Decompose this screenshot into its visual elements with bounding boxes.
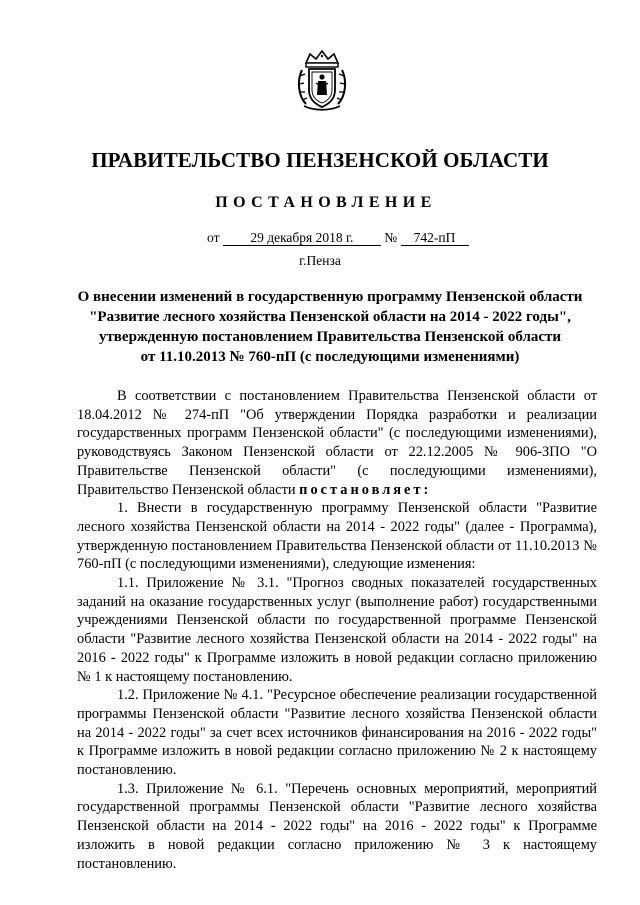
item-1-1-paragraph: 1.1. Приложение № 3.1. "Прогноз сводных показателей государственных заданий на оказание государственных услуг (выполнение работ) государственными учреждениями Пензенской области по государственной программе Пензенской области "Развитие лесного хозяйства Пензенской области на 2014 - 2022 годы" на 2016 - 2022 годы" к Программе изложить в новой редакции согласно приложению № 1 к настоящему постановлению. (77, 575, 597, 685)
item-1-paragraph: 1. Внести в государственную программу Пензенской области "Развитие лесного хозяйства Пензенской области на 2014 - 2022 годы" (далее - Программа), утвержденную постановлением Правительства Пензенской области от 11.10.2013 № 760-пП (с последующими изменениями), следующие изменения: (77, 500, 597, 573)
subject-line: "Развитие лесного хозяйства Пензенской области на 2014 - 2022 годы", (89, 309, 571, 325)
government-title: ПРАВИТЕЛЬСТВО ПЕНЗЕНСКОЙ ОБЛАСТИ (91, 148, 549, 172)
document-date: 29 декабря 2018 г. (223, 230, 381, 246)
city: г.Пенза (299, 253, 341, 268)
item-1-2-paragraph: 1.2. Приложение № 4.1. "Ресурсное обеспечение реализации государственной программы Пензенской области "Развитие лесного хозяйства Пензенской области на 2014 - 2022 годы" за счет всех источников финансирования на 2016 - 2022 годы" к Программе изложить в новой редакции согласно приложению № 2 к настоящему постановлению. (77, 687, 597, 779)
date-number-line (207, 230, 469, 246)
preamble-text: В соответствии с постановлением Правительства Пензенской области от 18.04.2012 № 274-пП "Об утверждении Порядка разработки и реализации государственных программ Пензенской области" (с последующими изменениями), руководствуясь Законом Пензенской области от 22.12.2005 № 906-ЗПО "О Правительстве Пензенской области" (с последующими изменениями), Правительство Пензенской области (77, 388, 597, 498)
decree-word: постановляет: (299, 481, 432, 498)
date-prefix: от (207, 230, 220, 245)
document-body (77, 387, 597, 873)
subject-line: утвержденную постановлением Правительства Пензенской области (98, 329, 562, 345)
subject-line: от 11.10.2013 № 760-пП (с последующими изменениями) (140, 349, 520, 365)
preamble-paragraph (77, 387, 597, 499)
document-type: ПОСТАНОВЛЕНИЕ (215, 194, 437, 211)
item-1-3-paragraph: 1.3. Приложение № 6.1. "Перечень основных мероприятий, мероприятий государственной программы Пензенской области "Развитие лесного хозяйства Пензенской области на 2014 - 2022 годы" на 2016 - 2022 годы" к Программе изложить в новой редакции согласно приложению № 3 к настоящему постановлению. (77, 780, 597, 872)
subject-line: О внесении изменений в государственную программу Пензенской области (77, 289, 583, 305)
number-prefix: № (384, 230, 398, 245)
penza-coat-of-arms-icon (296, 50, 348, 112)
document-number: 742-пП (401, 230, 469, 246)
document-subject (70, 287, 590, 367)
